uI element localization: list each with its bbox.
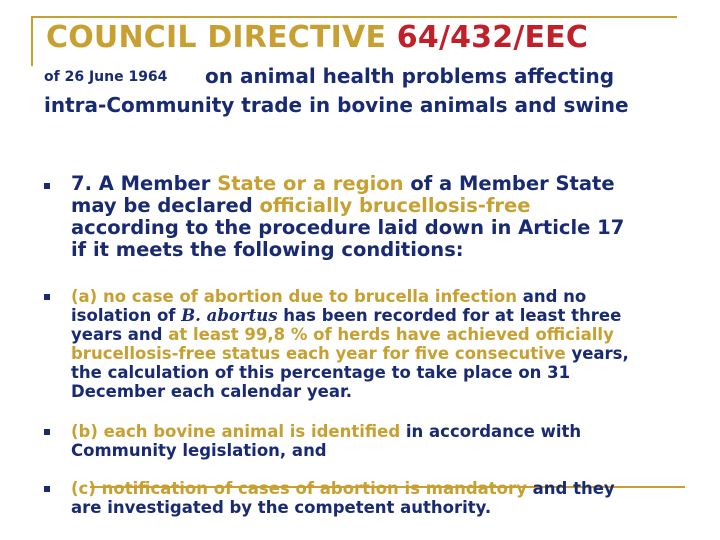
paragraph-article-7	[71, 173, 691, 261]
text-run: according to the procedure laid down in Article 17	[71, 216, 625, 239]
text-run: may be declared	[71, 194, 260, 217]
paragraph-condition-c	[71, 479, 691, 517]
text-run: and no	[517, 287, 587, 306]
highlighted-text: officially brucellosis-free	[259, 194, 531, 217]
bullet-square-icon	[44, 429, 50, 435]
text-line	[71, 382, 691, 401]
highlighted-text: (b) each bovine animal is identified	[71, 422, 401, 441]
text-line	[71, 217, 691, 239]
highlighted-text: (c) notification of cases of abortion is mandatory	[71, 479, 527, 498]
paragraph-condition-a	[71, 287, 691, 401]
text-run: of a Member State	[403, 172, 615, 195]
text-run: are investigated by the competent authority.	[71, 498, 492, 517]
text-line	[71, 422, 691, 441]
species-name: B. abortus	[181, 306, 278, 325]
text-run: the calculation of this percentage to take place on 31	[71, 363, 571, 382]
text-run: has been recorded for at least three	[277, 306, 622, 325]
subtitle-line-1: on animal health problems affecting	[205, 64, 615, 88]
text-line	[71, 363, 691, 382]
subtitle-line-2: intra-Community trade in bovine animals and swine	[44, 93, 629, 117]
text-line	[71, 479, 691, 498]
subtitle-date: of 26 June 1964	[44, 69, 168, 85]
paragraph-condition-b	[71, 422, 691, 460]
bullet-square-icon	[44, 183, 50, 189]
bullet-square-icon	[44, 486, 50, 492]
highlighted-text: (a) no case of abortion due to brucella infection	[71, 287, 517, 306]
text-line	[71, 344, 691, 363]
bullet-square-icon	[44, 294, 50, 300]
highlighted-text: State or a region	[217, 172, 404, 195]
text-line	[71, 306, 691, 325]
frame-top-rule	[31, 16, 677, 18]
text-line	[71, 441, 691, 460]
text-run: if it meets the following conditions:	[71, 238, 464, 261]
text-run: Community legislation, and	[71, 441, 327, 460]
title-prefix: COUNCIL DIRECTIVE	[46, 20, 397, 55]
text-line	[71, 498, 691, 517]
highlighted-text: at least 99,8 % of herds have achieved officially	[168, 325, 614, 344]
text-run: December each calendar year.	[71, 382, 352, 401]
frame-left-rule	[31, 16, 33, 66]
text-run: isolation of	[71, 306, 182, 325]
text-run: 7. A Member	[71, 172, 218, 195]
highlighted-text: brucellosis-free status each year for five consecutive	[71, 344, 566, 363]
text-line	[71, 239, 691, 261]
title-number: 64/432/EEC	[396, 20, 589, 55]
page-title	[46, 20, 588, 55]
text-run: years and	[71, 325, 169, 344]
text-run: years,	[565, 344, 629, 363]
text-run: in accordance with	[400, 422, 582, 441]
text-line	[71, 195, 691, 217]
text-line	[71, 173, 691, 195]
text-line	[71, 325, 691, 344]
text-line	[71, 287, 691, 306]
text-run: and they	[526, 479, 615, 498]
